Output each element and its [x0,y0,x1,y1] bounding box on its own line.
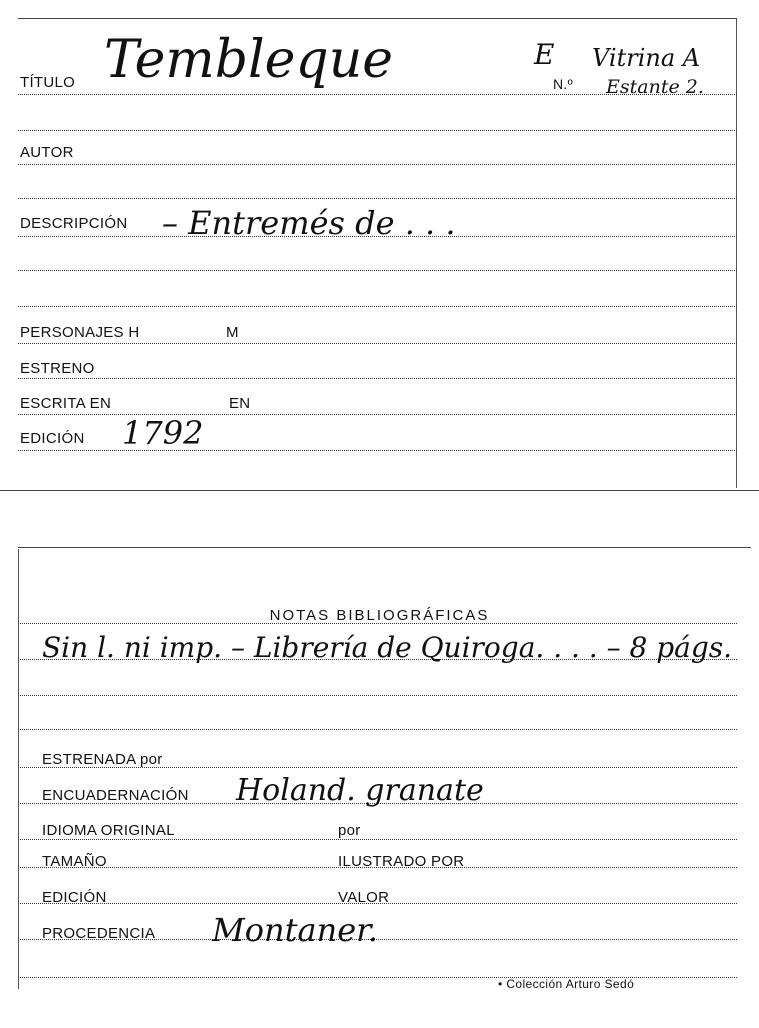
ruled-line [18,198,737,199]
ruled-line [18,306,737,307]
ruled-line [18,695,737,696]
handwritten-estante: Estante 2. [606,76,704,98]
label-titulo: TÍTULO [20,74,76,91]
label-idioma-original: IDIOMA ORIGINAL [42,822,175,839]
label-descripcion: DESCRIPCIÓN [20,215,128,232]
label-edicion-back: EDICIÓN [42,889,107,906]
handwritten-edicion-year: 1792 [122,414,204,452]
label-personajes-h: PERSONAJES H [20,324,140,341]
label-estrenada-por: ESTRENADA por [42,751,163,768]
handwritten-vitrina: Vitrina A [592,44,701,72]
card-right-edge [736,18,737,488]
ruled-line [18,729,737,730]
ruled-line [18,839,737,840]
label-edicion: EDICIÓN [20,430,85,447]
label-estreno: ESTRENO [20,360,95,377]
label-escrita-en: ESCRITA EN [20,395,112,412]
label-ilustrado-por: ILUSTRADO POR [338,853,465,870]
label-tamano: TAMAÑO [42,853,107,870]
ruled-line [18,623,737,624]
handwritten-encuadernacion: Holand. granate [236,773,484,808]
handwritten-descripcion: – Entremés de . . . [162,204,456,242]
label-encuadernacion: ENCUADERNACIÓN [42,787,189,804]
catalog-card-front [0,0,759,492]
ruled-line [18,270,737,271]
handwritten-notes: Sin l. ni imp. – Librería de Quiroga. . . . – 8 págs. [42,631,733,664]
label-valor: VALOR [338,889,390,906]
card-bottom-edge [0,490,759,491]
card-top-edge [18,18,737,19]
catalog-card-back [0,545,759,1028]
handwritten-shelf-letter: E [534,38,555,71]
label-procedencia: PROCEDENCIA [42,925,156,942]
label-numero: N.º [553,76,574,92]
ruled-line [18,378,737,379]
notes-heading: NOTAS BIBLIOGRÁFICAS [269,607,490,624]
label-idioma-por: por [338,822,361,839]
ruled-line [18,130,737,131]
handwritten-title: Tembleque [104,30,393,90]
label-autor: AUTOR [20,144,74,161]
card-top-edge [18,547,751,548]
ruled-line [18,343,737,344]
ruled-line [18,164,737,165]
label-personajes-m: M [226,324,239,341]
handwritten-procedencia: Montaner. [212,911,379,949]
collection-footer: • Colección Arturo Sedó [498,977,635,991]
label-escrita-en-2: EN [229,395,251,412]
